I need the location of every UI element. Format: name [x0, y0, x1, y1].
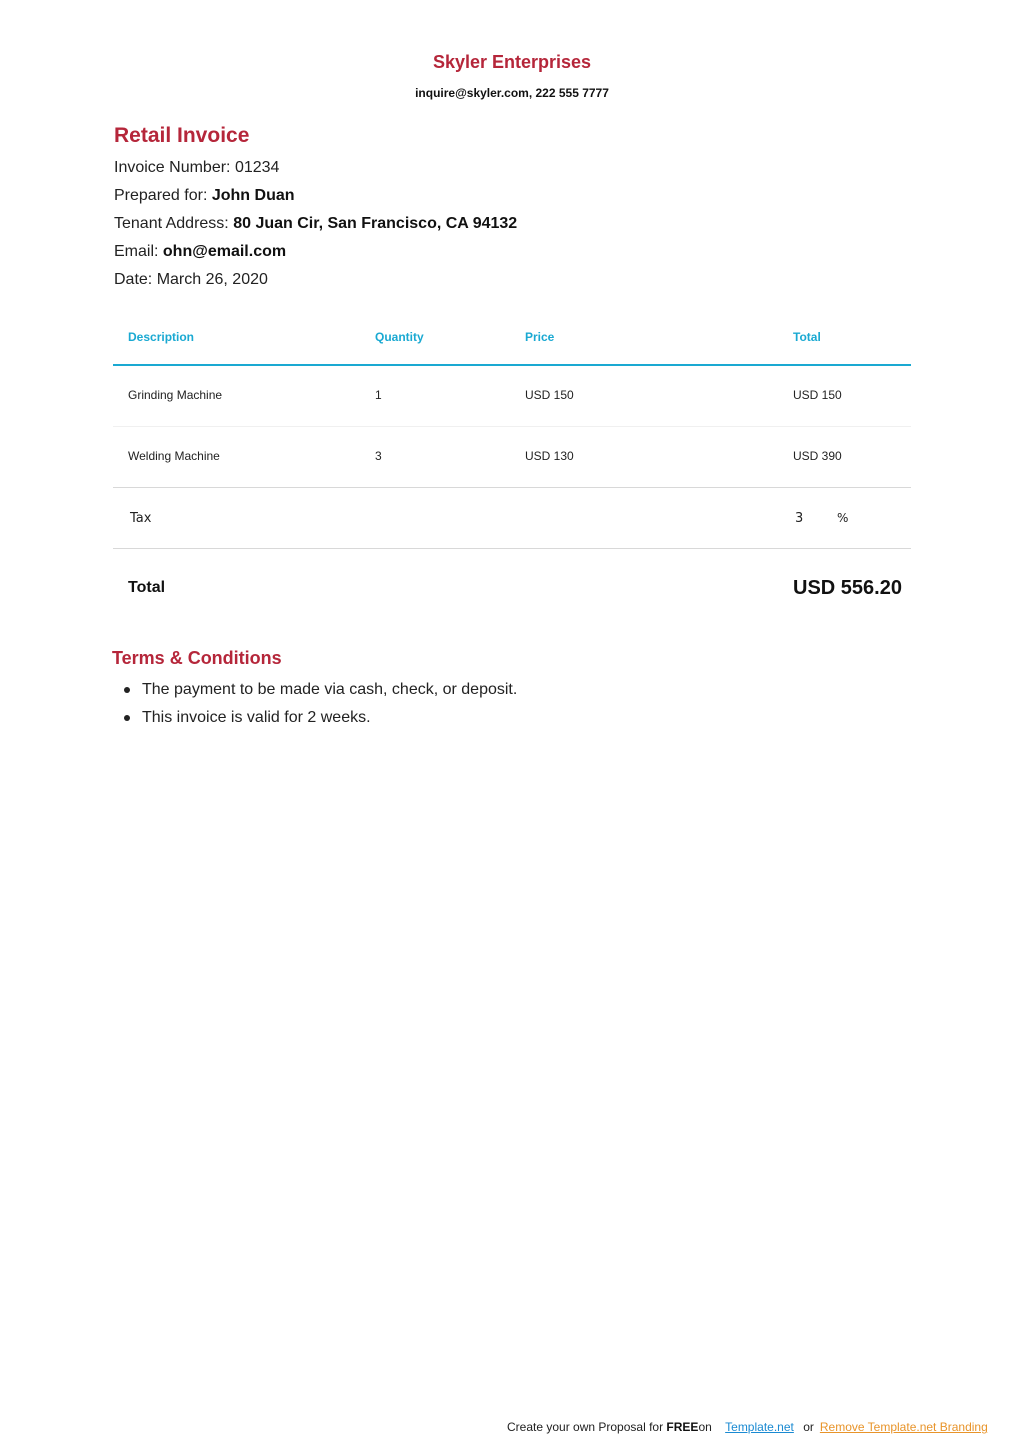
tenant-address-label: Tenant Address:: [114, 215, 229, 232]
prepared-for-line: [114, 187, 295, 205]
grand-total-row: [113, 549, 911, 627]
cell-price: USD 130: [525, 449, 574, 463]
date-line: [114, 271, 268, 289]
cell-total: USD 390: [793, 449, 842, 463]
cell-quantity: 1: [375, 388, 382, 402]
items-table: [113, 308, 911, 627]
table-row: [113, 366, 911, 427]
terms-item-text: This invoice is valid for 2 weeks.: [142, 709, 371, 726]
list-item: [142, 680, 517, 708]
invoice-title: Retail Invoice: [114, 124, 250, 147]
invoice-number-label: Invoice Number:: [114, 159, 231, 176]
remove-branding-link[interactable]: Remove Template.net Branding: [819, 1420, 988, 1434]
column-header-total: Total: [793, 330, 821, 344]
template-net-link[interactable]: Template.net: [725, 1420, 794, 1434]
column-header-quantity: Quantity: [375, 330, 424, 344]
tax-unit: %: [837, 511, 849, 525]
tax-row: [113, 488, 911, 549]
footer-on: on: [698, 1420, 712, 1434]
email-value: ohn@email.com: [162, 243, 287, 260]
footer-branding: [507, 1420, 988, 1434]
footer-prefix: Create your own Proposal for: [507, 1420, 664, 1434]
footer-free: FREE: [666, 1420, 699, 1434]
terms-item-text: The payment to be made via cash, check, or deposit.: [142, 681, 518, 698]
invoice-number-value: 01234: [234, 159, 280, 176]
invoice-number-line: [114, 159, 279, 177]
prepared-for-value: John Duan: [211, 187, 295, 204]
tax-value: 3: [795, 511, 804, 526]
table-row: [113, 427, 911, 488]
cell-quantity: 3: [375, 449, 382, 463]
list-item: [142, 708, 517, 736]
tax-label: Tax: [130, 511, 152, 526]
company-contact: inquire@skyler.com, 222 555 7777: [415, 86, 609, 100]
grand-total-label: Total: [128, 579, 166, 596]
column-header-price: Price: [525, 330, 555, 344]
date-label: Date:: [114, 271, 153, 288]
column-header-description: Description: [128, 330, 195, 344]
bullet-icon: [124, 715, 130, 721]
tenant-address-line: [114, 215, 517, 233]
prepared-for-label: Prepared for:: [114, 187, 208, 204]
tenant-address-value: 80 Juan Cir, San Francisco, CA 94132: [233, 215, 518, 232]
cell-total: USD 150: [793, 388, 842, 402]
table-header-row: [113, 308, 911, 366]
grand-total-value: USD 556.20: [793, 577, 902, 599]
bullet-icon: [124, 687, 130, 693]
terms-title: Terms & Conditions: [112, 648, 282, 668]
cell-price: USD 150: [525, 388, 574, 402]
date-value: March 26, 2020: [156, 271, 268, 288]
email-line: [114, 243, 286, 261]
company-name: Skyler Enterprises: [432, 52, 592, 72]
cell-description: Grinding Machine: [128, 388, 223, 402]
email-label: Email:: [114, 243, 159, 260]
terms-list: [142, 680, 517, 736]
footer-or: or: [803, 1420, 814, 1434]
cell-description: Welding Machine: [128, 449, 220, 463]
